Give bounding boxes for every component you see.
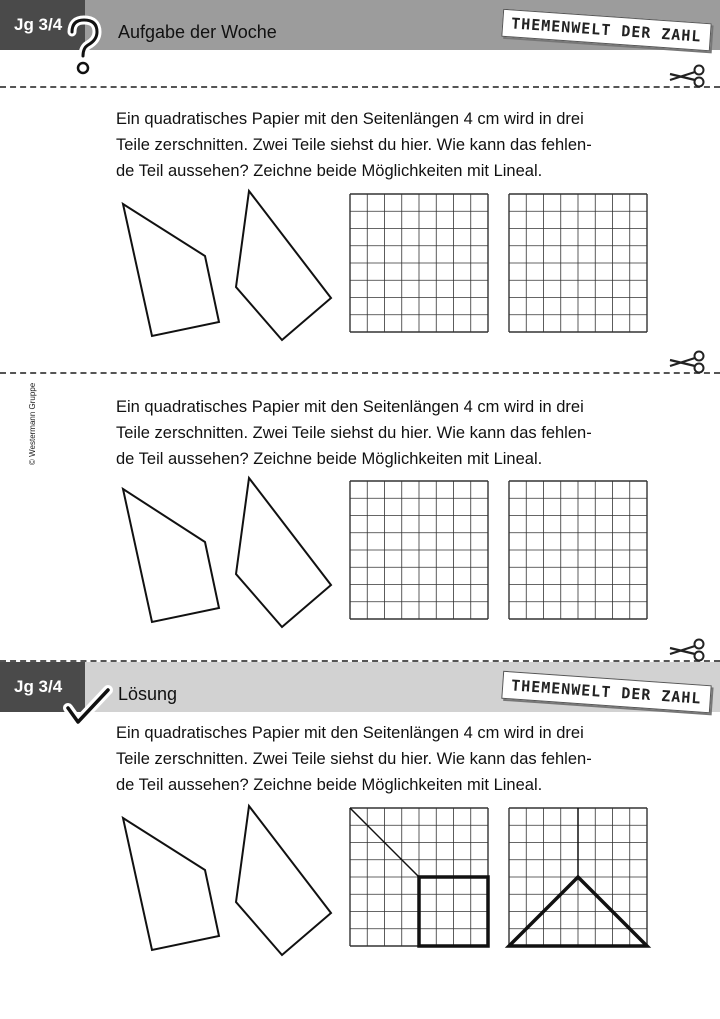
task-line: de Teil aussehen? Zeichne beide Möglichkeiten mit Lineal. xyxy=(116,450,543,468)
shape-piece-2 xyxy=(236,806,331,955)
task-line: Teile zerschnitten. Zwei Teile siehst du hier. Wie kann das fehlen- xyxy=(116,136,592,154)
task-line: Teile zerschnitten. Zwei Teile siehst du hier. Wie kann das fehlen- xyxy=(116,424,592,442)
task-line: Ein quadratisches Papier mit den Seitenlängen 4 cm wird in drei xyxy=(116,110,584,128)
grade-badge-text: Jg 3/4 xyxy=(14,15,63,34)
solution-grid-square xyxy=(350,808,488,946)
grade-badge-text: Jg 3/4 xyxy=(14,677,63,696)
page-title: Aufgabe der Woche xyxy=(118,22,277,42)
themenwelt-tag: THEMENWELT DER ZAHL xyxy=(501,9,711,51)
task-line: Ein quadratisches Papier mit den Seitenlängen 4 cm wird in drei xyxy=(116,724,584,742)
task-line: de Teil aussehen? Zeichne beide Möglichkeiten mit Lineal. xyxy=(116,162,543,180)
task-line: Ein quadratisches Papier mit den Seitenlängen 4 cm wird in drei xyxy=(116,398,584,416)
copyright: © Westermann Gruppe xyxy=(28,382,37,465)
task-line: Teile zerschnitten. Zwei Teile siehst du hier. Wie kann das fehlen- xyxy=(116,750,592,768)
shape-piece-1 xyxy=(123,818,219,950)
solution-title: Lösung xyxy=(118,684,178,704)
solution-grid-triangle xyxy=(509,808,647,946)
task-line: de Teil aussehen? Zeichne beide Möglichkeiten mit Lineal. xyxy=(116,776,543,794)
themenwelt-tag: THEMENWELT DER ZAHL xyxy=(501,671,711,713)
